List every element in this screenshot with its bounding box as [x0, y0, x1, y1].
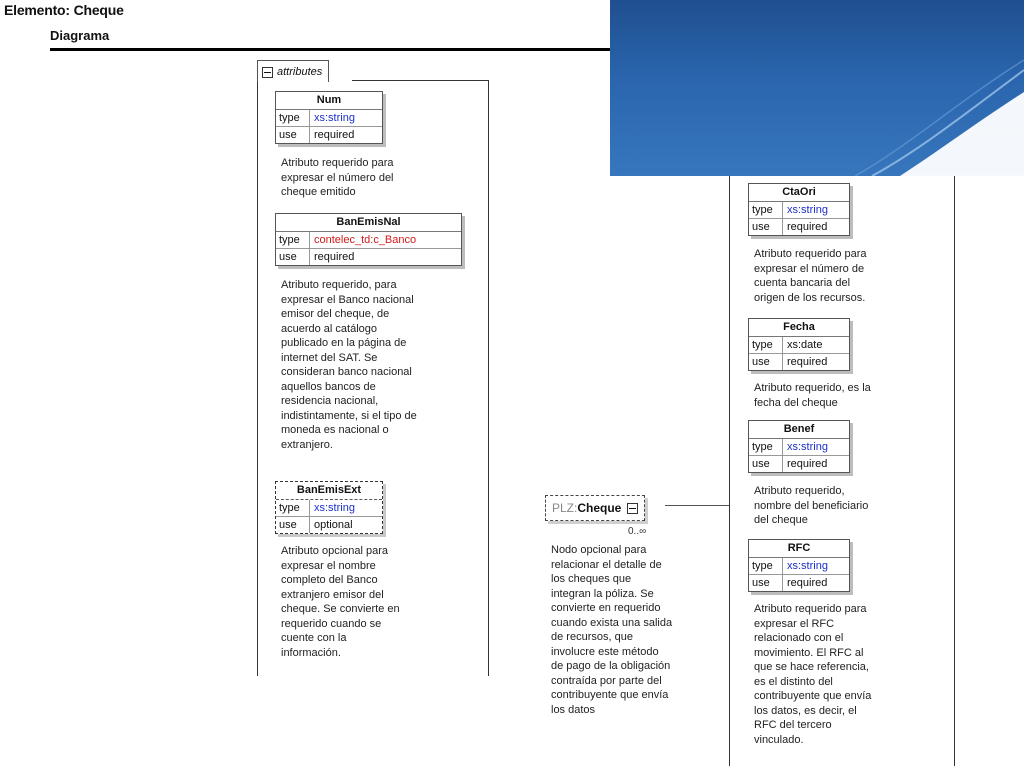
swoosh-decoration [610, 0, 1024, 176]
attribute-banemisnal[interactable] [275, 213, 462, 266]
element-prefix: PLZ: [552, 501, 578, 515]
attributes-tab[interactable] [257, 60, 329, 82]
attribute-num[interactable] [275, 91, 383, 144]
use-key: use [276, 127, 310, 143]
type-key: type [276, 500, 310, 516]
type-key: type [749, 202, 783, 218]
use-key: use [276, 517, 310, 533]
attribute-name: Num [276, 92, 382, 110]
attribute-fecha-description: Atributo requerido, es la fecha del cheque [754, 382, 871, 409]
attribute-benef-description: Atributo requerido, nombre del beneficiario del cheque [754, 485, 869, 526]
diagram-heading: Diagrama [50, 28, 110, 43]
attribute-name: Benef [749, 421, 849, 439]
collapse-icon[interactable] [262, 67, 273, 78]
use-value: required [787, 577, 828, 589]
element-multiplicity: 0..∞ [628, 526, 647, 537]
attribute-name: BanEmisExt [276, 482, 382, 500]
attribute-name: RFC [749, 540, 849, 558]
type-key: type [749, 558, 783, 574]
type-value[interactable]: xs:string [787, 560, 828, 572]
type-value[interactable]: xs:date [787, 339, 823, 351]
element-name: Cheque [577, 501, 622, 515]
attribute-banemisext[interactable] [275, 481, 383, 534]
attributes-panel-right-border [488, 80, 489, 676]
element-cheque[interactable] [545, 495, 645, 521]
header-rule [50, 48, 610, 51]
attribute-name: CtaOri [749, 184, 849, 202]
right-panel-left-border [729, 176, 730, 766]
attributes-tab-label: attributes [277, 66, 323, 78]
type-value[interactable]: xs:string [787, 204, 828, 216]
use-key: use [749, 354, 783, 370]
attribute-ctaori-description: Atributo requerido para expresar el número de cuenta bancaria del origen de los recursos. [754, 248, 867, 304]
attribute-fecha[interactable] [748, 318, 850, 371]
attribute-banemisext-description: Atributo opcional para expresar el nombre completo del Banco extranjero emisor del cheque. Se convierte en requerido cuando se cuente con la información. [281, 545, 400, 659]
right-panel-right-border [954, 176, 955, 766]
type-key: type [749, 337, 783, 353]
type-key: type [276, 110, 310, 126]
element-cheque-description: Nodo opcional para relacionar el detalle de los cheques que integran la póliza. Se convierte en requerido cuando exista una salida de recursos, que involucre este método de pago de la obligación contraída por parte del contribuyente que envía los datos [551, 544, 673, 716]
collapse-icon[interactable] [627, 503, 638, 514]
use-value: required [787, 221, 828, 233]
attribute-banemisnal-description: Atributo requerido, para expresar el Banco nacional emisor del cheque, de acuerdo al catálogo publicado en la página de internet del SAT. Se consideran banco nacional aquellos bancos de residencia nacional, indistintamente, si el tipo de moneda es nacional o extranjero. [281, 279, 417, 451]
use-value: optional [314, 519, 353, 531]
attribute-rfc-description: Atributo requerido para expresar el RFC relacionado con el movimiento. El RFC al que se hace referencia, es el distinto del contribuyente que envía los datos, es decir, el RFC del tercero vinculado. [754, 603, 872, 746]
use-value: required [787, 458, 828, 470]
blue-decorative-panel [610, 0, 1024, 176]
attribute-ctaori[interactable] [748, 183, 850, 236]
use-key: use [749, 219, 783, 235]
use-key: use [749, 456, 783, 472]
attribute-name: BanEmisNal [276, 214, 461, 232]
use-key: use [276, 249, 310, 265]
type-value[interactable]: contelec_td:c_Banco [314, 234, 417, 246]
use-value: required [787, 356, 828, 368]
connector-line [665, 505, 729, 506]
attributes-panel-left-border [257, 80, 258, 676]
type-value[interactable]: xs:string [314, 502, 355, 514]
type-value[interactable]: xs:string [787, 441, 828, 453]
attribute-benef[interactable] [748, 420, 850, 473]
attribute-name: Fecha [749, 319, 849, 337]
use-value: required [314, 251, 355, 263]
use-value: required [314, 129, 355, 141]
type-key: type [749, 439, 783, 455]
type-key: type [276, 232, 310, 248]
attribute-num-description: Atributo requerido para expresar el número del cheque emitido [281, 157, 394, 198]
page-title: Elemento: Cheque [4, 2, 124, 18]
use-key: use [749, 575, 783, 591]
attribute-rfc[interactable] [748, 539, 850, 592]
type-value[interactable]: xs:string [314, 112, 355, 124]
attributes-panel-top-border [352, 80, 488, 81]
